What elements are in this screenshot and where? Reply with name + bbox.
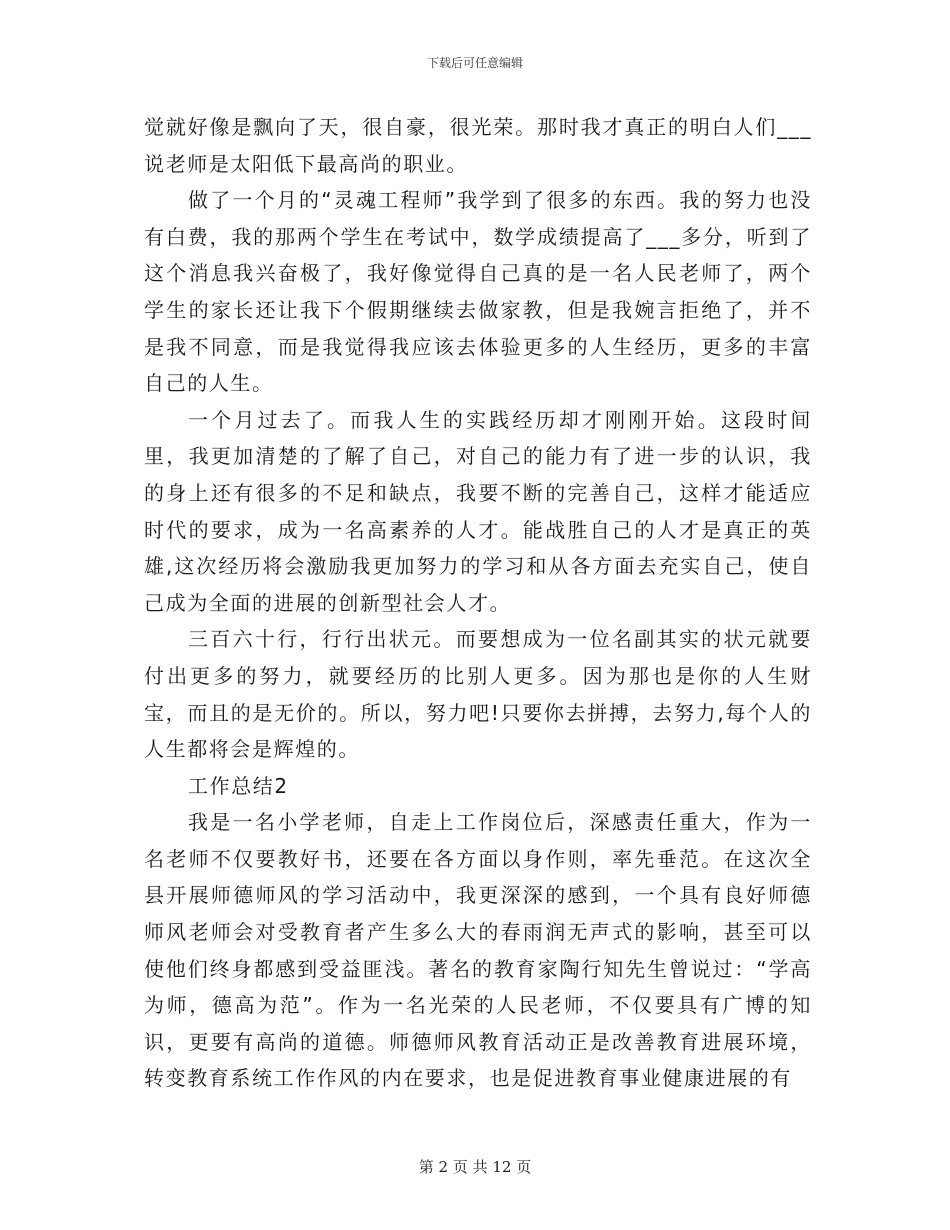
paragraph-2: 做了一个月的“灵魂工程师”我学到了很多的东西。我的努力也没有白费，我的那两个学生在考试中，数学成绩提高了___多分，听到了这个消息我兴奋极了，我好像觉得自己真的是一名人民老师了，两个学生的家长还让我下个假期继续去做家教，但是我婉言拒绝了，并不是我不同意，而是我觉得我应该去体验更多的人生经历，更多的丰富自己的人生。 [144,188,812,396]
document-body [144,109,812,1097]
page-header-note: 下载后可任意编辑 [426,56,523,70]
page-number: 第 2 页 共 12 页 [418,1158,532,1176]
paragraph-5: 我是一名小学老师，自走上工作岗位后，深感责任重大，作为一名老师不仅要教好书，还要在各方面以身作则，率先垂范。在这次全县开展师德师风的学习活动中，我更深深的感到，一个具有良好师德师风老师会对受教育者产生多么大的春雨润无声式的影响，甚至可以使他们终身都感到受益匪浅。著名的教育家陶行知先生曾说过：“学高为师，德高为范”。作为一名光荣的人民老师，不仅要具有广博的知识，更要有高尚的道德。师德师风教育活动正是改善教育进展环境，转变教育系统工作作风的内在要求，也是促进教育事业健康进展的有 [144,810,812,1091]
paragraph-4: 三百六十行，行行出状元。而要想成为一位名副其实的状元就要付出更多的努力，就要经历的比别人更多。因为那也是你的人生财宝，而且的是无价的。所以，努力吧!只要你去拼搏，去努力,每个人的人生都将会是辉煌的。 [144,627,812,762]
section-heading: 工作总结2 [188,773,289,798]
paragraph-1: 觉就好像是飘向了天，很自豪，很光荣。那时我才真正的明白人们___说老师是太阳低下最高尚的职业。 [144,115,812,176]
paragraph-3: 一个月过去了。而我人生的实践经历却才刚刚开始。这段时间里，我更加清楚的了解了自己，对自己的能力有了进一步的认识，我的身上还有很多的不足和缺点，我要不断的完善自己，这样才能适应时代的要求，成为一名高素养的人才。能战胜自己的人才是真正的英雄,这次经历将会激励我更加努力的学习和从各方面去充实自己，使自己成为全面的进展的创新型社会人才。 [144,407,812,615]
